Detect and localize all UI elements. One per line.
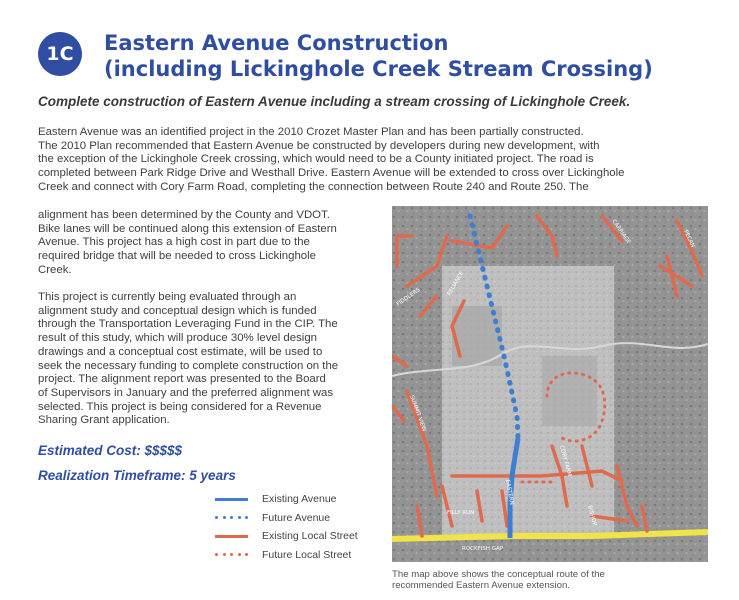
map-legend [215,490,358,564]
solid-line-symbol [215,535,248,538]
map-label-carriage: CARRIAGE [610,218,632,246]
text-line: Eastern Avenue was an identified project in the 2010 Crozet Master Plan and has been partially constructed. [38,126,584,138]
route-map [392,206,708,562]
text-line: alignment study and conceptual design which is funded [38,304,317,317]
map-label-bishop: BISHOP [586,504,598,527]
aerial-tree-patch [542,356,597,426]
legend-existing-local-street [215,527,358,546]
text-line: drawings and a conceptual cost estimate, will be used to [38,345,323,358]
map-caption [392,569,712,592]
text-line: result of this study, which will produce 30% level design [38,332,317,345]
solid-line-symbol [215,498,248,501]
map-label-filly-run: FILLY RUN [447,510,475,516]
dotted-line-symbol [215,553,248,556]
text-line: the exception of the Lickinghole Creek crossing, which would need to be a County initiated project. The road is [38,153,594,166]
page-subtitle: Complete construction of Eastern Avenue including a stream crossing of Lickinghole Creek. [38,94,631,109]
text-line: through the Transportation Leveraging Fund in the CIP. The [38,318,338,331]
legend-label: Future Local Street [262,548,352,561]
map-label-reliance: RELIANCE [446,270,466,297]
dotted-line-symbol [215,516,248,519]
text-line: This project is currently being evaluated through an [38,291,297,303]
paragraph-1 [38,126,708,195]
realization-timeframe: Realization Timeframe: 5 years [38,468,236,483]
paragraph-2 [38,209,383,278]
caption-line: The map above shows the conceptual route of the [392,569,605,580]
map-label-summit-view: SUMMIT VIEW [408,394,427,433]
legend-label: Future Avenue [262,511,331,524]
text-line: Bike lanes will be continued along this extension of Eastern [38,222,337,235]
text-line: Avenue. This project has a high cost in part due to the [38,236,310,249]
text-line: completed between Park Ridge Drive and Westhall Drive. Eastern Avenue will be extended to cross over Lickinghole [38,167,625,180]
text-line: alignment has been determined by the County and VDOT. [38,209,330,221]
legend-future-avenue [215,509,358,528]
page-title [104,30,653,82]
section-badge: 1C [38,32,82,76]
text-line: Creek and connect with Cory Farm Road, completing the connection between Route 240 and Route 250. The [38,180,589,193]
text-line: Creek. [38,263,72,276]
text-line: of Supervisors in January and the preferred alignment was [38,386,334,399]
text-line: required bridge that will be needed to cross Lickinghole [38,250,316,263]
estimated-cost: Estimated Cost: $$$$$ [38,443,183,458]
title-line-1: Eastern Avenue Construction [104,31,449,55]
legend-label: Existing Local Street [262,530,358,543]
title-line-2: (including Lickinghole Creek Stream Crossing) [104,57,653,81]
caption-line: recommended Eastern Avenue extension. [392,580,570,592]
text-line: project. The alignment report was presented to the Board [38,373,326,386]
text-line: selected. This project is being considered for a Revenue [38,400,322,413]
map-label-fiddlers: FIDDLERS [395,287,422,308]
map-label-rockfish-gap: ROCKFISH GAP [462,546,504,552]
text-line: seek the necessary funding to complete construction on the [38,359,339,372]
legend-label: Existing Avenue [262,493,337,506]
legend-existing-avenue [215,490,358,509]
legend-future-local-street [215,546,358,565]
map-label-eastern: EASTERN [504,479,515,506]
text-line: Sharing Grant application. [38,414,170,427]
map-label-pecan: PECAN [682,229,696,249]
text-line: The 2010 Plan recommended that Eastern Avenue be constructed by developers during new development, with [38,139,600,152]
map-label-cory-farm: CORY FARM [558,444,573,478]
paragraph-3 [38,291,390,428]
